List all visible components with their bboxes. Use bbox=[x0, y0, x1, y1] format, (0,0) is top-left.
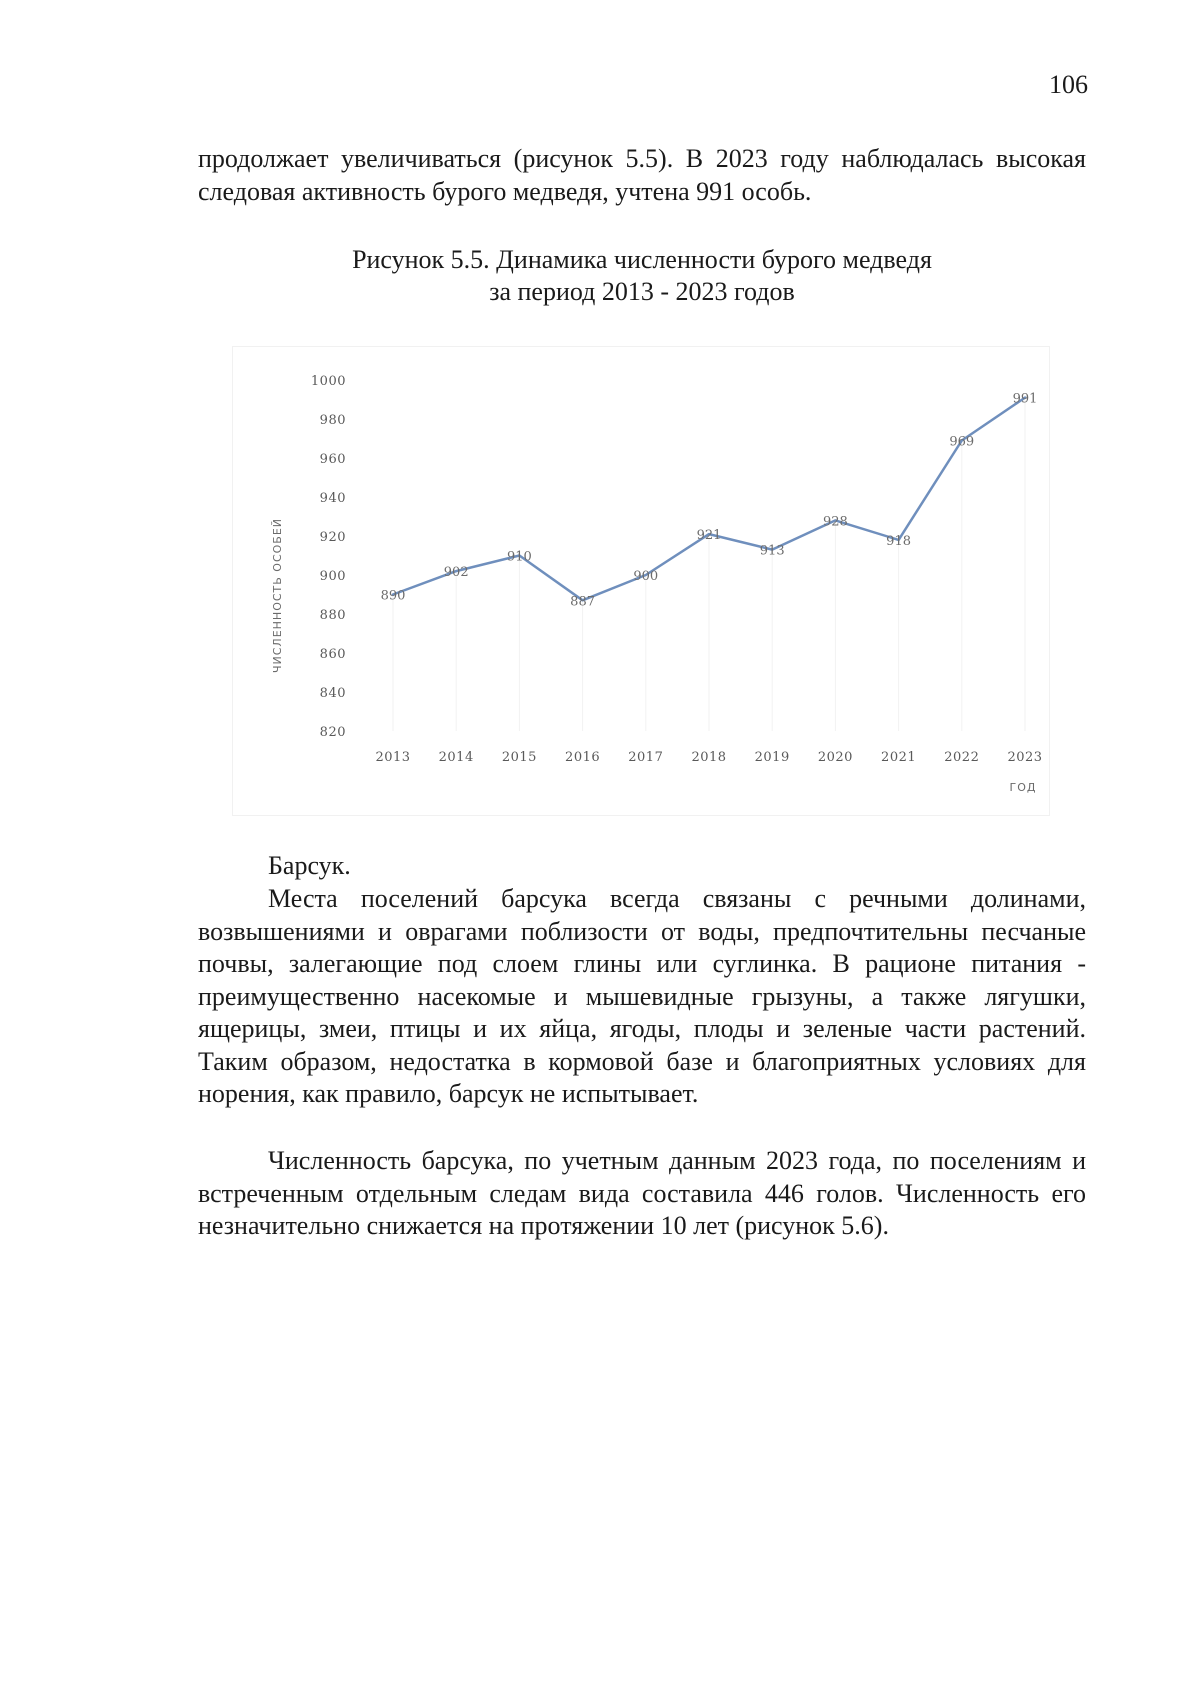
x-axis-title: ГОД bbox=[1009, 781, 1037, 794]
section-heading: Барсук. bbox=[268, 851, 351, 880]
x-tick-label: 2014 bbox=[438, 750, 474, 765]
x-tick-label: 2018 bbox=[691, 750, 727, 765]
data-label: 910 bbox=[506, 549, 532, 565]
paragraph-habitat: Места поселений барсука всегда связаны с речными долинами, возвышениями и оврагами поблизости от воды, предпочтительны песчаные почвы, залегающие под слоем глины или суглинка. В рационе питания - преимущественно насекомые и мышевидные грызуны, а также лягушки, ящерицы, змеи, птицы и их яйца, ягоды, плоды и зеленые части растений. Таким образом, недостатка в кормовой базе и благоприятных условиях для норения, как правило, барсук не испытывает. bbox=[198, 884, 1086, 1108]
y-tick-label: 1000 bbox=[310, 374, 346, 389]
data-label: 887 bbox=[570, 594, 596, 610]
y-axis-title: ЧИСЛЕННОСТЬ ОСОБЕЙ bbox=[271, 517, 284, 674]
x-tick-label: 2023 bbox=[1007, 750, 1043, 765]
y-tick-label: 860 bbox=[319, 647, 346, 662]
x-tick-label: 2022 bbox=[944, 750, 980, 765]
data-label: 921 bbox=[696, 528, 722, 544]
figure-caption bbox=[198, 244, 1086, 308]
x-tick-label: 2019 bbox=[754, 750, 790, 765]
x-tick-label: 2021 bbox=[881, 750, 917, 765]
y-tick-label: 880 bbox=[319, 608, 346, 623]
data-label: 928 bbox=[822, 514, 848, 530]
x-tick-label: 2020 bbox=[817, 750, 853, 765]
y-tick-label: 920 bbox=[319, 530, 346, 545]
intro-paragraph: продолжает увеличиваться (рисунок 5.5). В 2023 году наблюдалась высокая следовая активность бурого медведя, учтена 991 особь. bbox=[198, 144, 1086, 206]
data-label: 890 bbox=[380, 588, 406, 604]
y-tick-label: 940 bbox=[319, 491, 346, 506]
y-tick-label: 900 bbox=[319, 569, 346, 584]
y-tick-label: 820 bbox=[319, 725, 346, 740]
data-label: 902 bbox=[443, 565, 469, 581]
chart-svg bbox=[233, 347, 1051, 817]
y-tick-label: 840 bbox=[319, 686, 346, 701]
y-tick-label: 960 bbox=[319, 452, 346, 467]
population-line-chart bbox=[232, 346, 1050, 816]
paragraph-count: Численность барсука, по учетным данным 2023 года, по поселениям и встреченным отдельным следам вида составила 446 голов. Численность его незначительно снижается на протяжении 10 лет (рисунок 5.6). bbox=[198, 1146, 1086, 1240]
x-tick-label: 2016 bbox=[565, 750, 601, 765]
y-tick-label: 980 bbox=[319, 413, 346, 428]
data-label: 918 bbox=[886, 533, 912, 549]
figure-caption-line-1: Рисунок 5.5. Динамика численности бурого медведя bbox=[352, 245, 932, 274]
x-tick-label: 2013 bbox=[375, 750, 411, 765]
data-label: 913 bbox=[759, 543, 785, 559]
data-label: 969 bbox=[949, 434, 975, 450]
figure-caption-line-2: за период 2013 - 2023 годов bbox=[489, 277, 795, 306]
x-tick-label: 2017 bbox=[628, 750, 664, 765]
page-number: 106 bbox=[1049, 70, 1088, 99]
x-tick-label: 2015 bbox=[501, 750, 537, 765]
data-label: 900 bbox=[633, 569, 659, 584]
data-label: 991 bbox=[1012, 391, 1038, 407]
